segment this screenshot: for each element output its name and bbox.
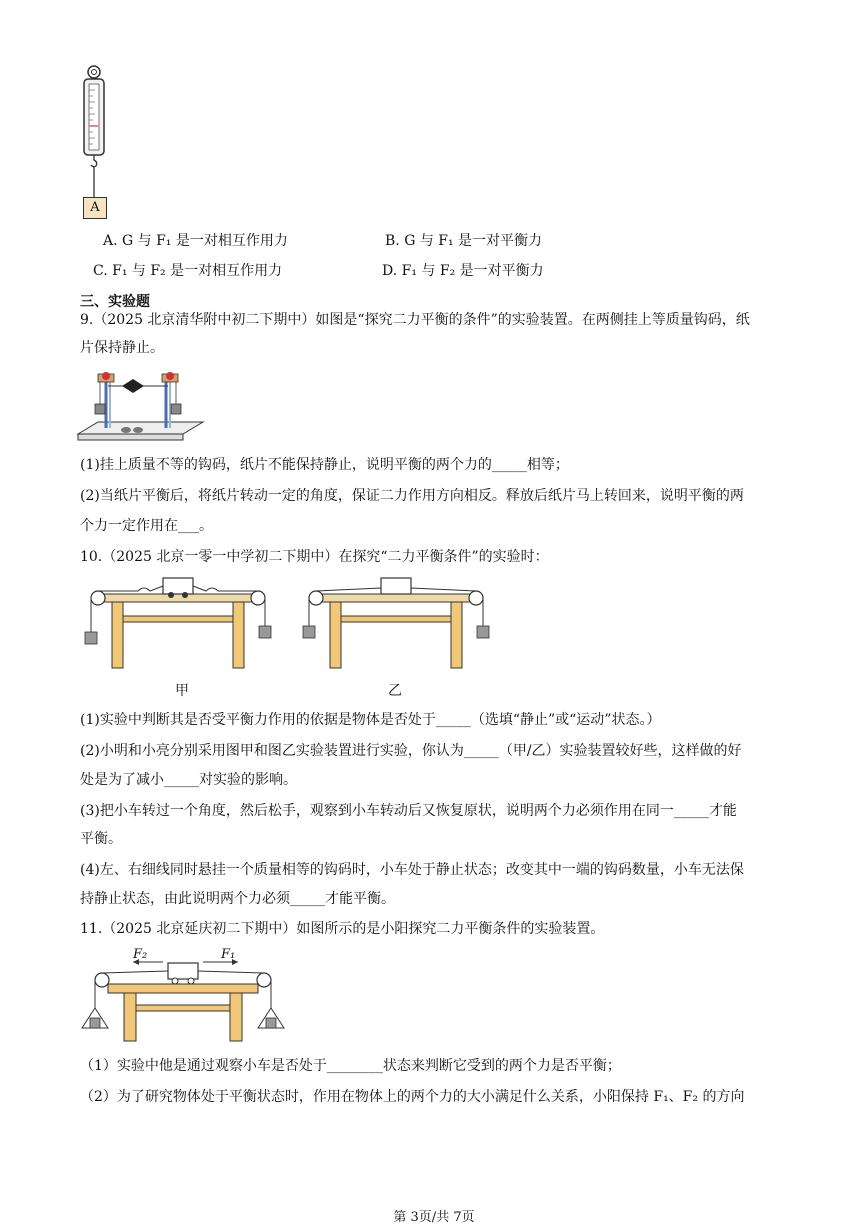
q9-stem-line1: 9.（2025 北京清华附中初二下期中）如图是“探究二力平衡的条件”的实验装置。在两侧挂上等质量钩码，纸 [80,312,750,328]
q10-part3-line1: (3)把小车转过一个角度，然后松手，观察到小车转动后又恢复原状，说明两个力必须作用在同一_____才能 [80,803,737,819]
q9-part2-line1: (2)当纸片平衡后，将纸片转动一定的角度，保证二力作用方向相反。释放后纸片马上转回来，说明平衡的两 [80,488,744,504]
q9-apparatus-figure [78,364,203,444]
q11-stem: 11.（2025 北京延庆初二下期中）如图所示的是小阳探究二力平衡条件的实验装置。 [80,921,605,937]
q10-part1: (1)实验中判断其是否受平衡力作用的依据是物体是否处于_____（选填“静止”或“运动”状态。） [80,712,661,728]
page-footer: 第 3页/共 7页 [393,1210,475,1225]
f1-label: F₁ [221,947,236,962]
q10-figure-yi [296,574,496,674]
q10-part4-line1: (4)左、右细线同时悬挂一个质量相等的钩码时，小车处于静止状态；改变其中一端的钩码数量，小车无法保 [80,862,744,878]
section-title: 三、实验题 [80,294,150,310]
q10-part2-line1: (2)小明和小亮分别采用图甲和图乙实验装置进行实验，你认为_____（甲/乙）实验装置较好些，这样做的好 [80,743,742,759]
q9-part1: (1)挂上质量不等的钩码，纸片不能保持静止，说明平衡的两个力的_____相等； [80,457,569,473]
q9-stem-line2: 片保持静止。 [80,340,164,356]
q10-figure-jia [78,574,278,674]
option-d: D. F₁ 与 F₂ 是一对平衡力 [382,263,544,279]
option-c: C. F₁ 与 F₂ 是一对相互作用力 [93,263,283,279]
q10-stem: 10.（2025 北京一零一中学初二下期中）在探究“二力平衡条件”的实验时： [80,549,549,565]
label-jia: 甲 [175,683,189,699]
block-a: A [83,197,107,219]
q9-part2-line2: 个力一定作用在___。 [80,518,213,534]
option-b: B. G 与 F₁ 是一对平衡力 [385,233,543,249]
q10-part4-line2: 持静止状态，由此说明两个力必须_____才能平衡。 [80,891,395,907]
option-a: A. G 与 F₁ 是一对相互作用力 [103,233,288,249]
q11-part2: （2）为了研究物体处于平衡状态时，作用在物体上的两个力的大小满足什么关系，小阳保持 F₁、F₂ 的方向 [80,1089,745,1105]
q10-part3-line2: 平衡。 [80,831,122,847]
label-yi: 乙 [388,683,402,699]
q11-apparatus-figure [78,950,288,1045]
q11-part1: （1）实验中他是通过观察小车是否处于________状态来判断它受到的两个力是否平衡； [80,1058,621,1074]
q10-part2-line2: 处是为了减小_____对实验的影响。 [80,772,297,788]
f2-label: F₂ [133,947,148,962]
